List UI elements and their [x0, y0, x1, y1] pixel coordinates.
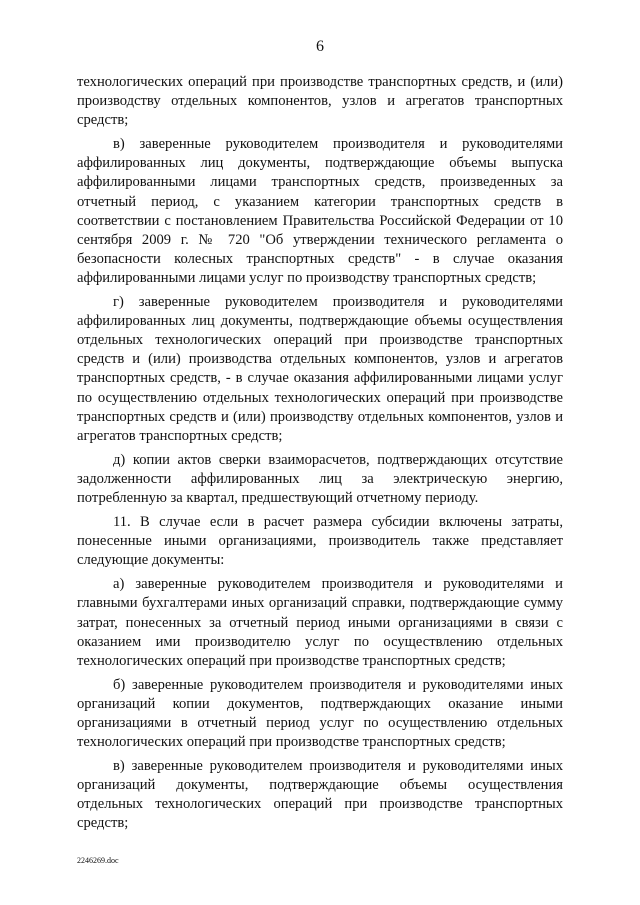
- paragraph-item-v-2: в) заверенные руководителем производителя и руководителями иных организаций документы, подтверждающие объемы осуществления отдельных технологических операций при производстве транспортных средств;: [77, 758, 563, 832]
- paragraph-item-g: г) заверенные руководителем производителя и руководителями аффилированных лиц документы, подтверждающие объемы осуществления отдельных технологических операций при производстве транспортных средств и (или) производства отдельных компонентов, узлов и агрегатов транспортных средств, - в случае оказания аффилированными лицами услуг по осуществлению отдельных технологических операций при производстве транспортных средств и (или) производству отдельных компонентов, узлов и агрегатов транспортных средств;: [77, 294, 563, 444]
- paragraph-item-v: в) заверенные руководителем производителя и руководителями аффилированных лиц документы, подтверждающие объемы выпуска аффилированными лицами транспортных средств, произведенных за отчетный период, с указанием категории транспортных средств в соответствии с постановлением Правительства Российской Федерации от 10 сентября 2009 г. № 720 "Об утверждении технического регламента о безопасности колесных транспортных средств" - в случае оказания аффилированными лицами услуг по производству транспортных средств;: [77, 136, 563, 286]
- paragraph-clause-11: 11. В случае если в расчет размера субсидии включены затраты, понесенные иными организациями, производитель также представляет следующие документы:: [77, 514, 563, 569]
- paragraph-item-a: а) заверенные руководителем производителя и руководителями и главными бухгалтерами иных организаций справки, подтверждающие сумму затрат, понесенных за отчетный период иными организациями в связи с оказанием ими производителю услуг по осуществлению отдельных технологических операций при производстве транспортных средств;: [77, 576, 563, 669]
- page-number: 6: [316, 38, 324, 55]
- file-name-footer: 2246269.doc: [77, 856, 119, 865]
- paragraph-item-d: д) копии актов сверки взаиморасчетов, подтверждающих отсутствие задолженности аффилированных лиц за электрическую энергию, потребленную за квартал, предшествующий отчетному периоду.: [77, 451, 563, 506]
- document-body: [77, 73, 563, 839]
- paragraph-item-b: б) заверенные руководителем производителя и руководителями иных организаций копии документов, подтверждающих оказание иными организациями в отчетный период услуг по осуществлению отдельных технологических операций при производстве транспортных средств;: [77, 676, 563, 751]
- paragraph-continuation: технологических операций при производстве транспортных средств, и (или) производству отдельных компонентов, узлов и агрегатов транспортных средств;: [77, 74, 563, 129]
